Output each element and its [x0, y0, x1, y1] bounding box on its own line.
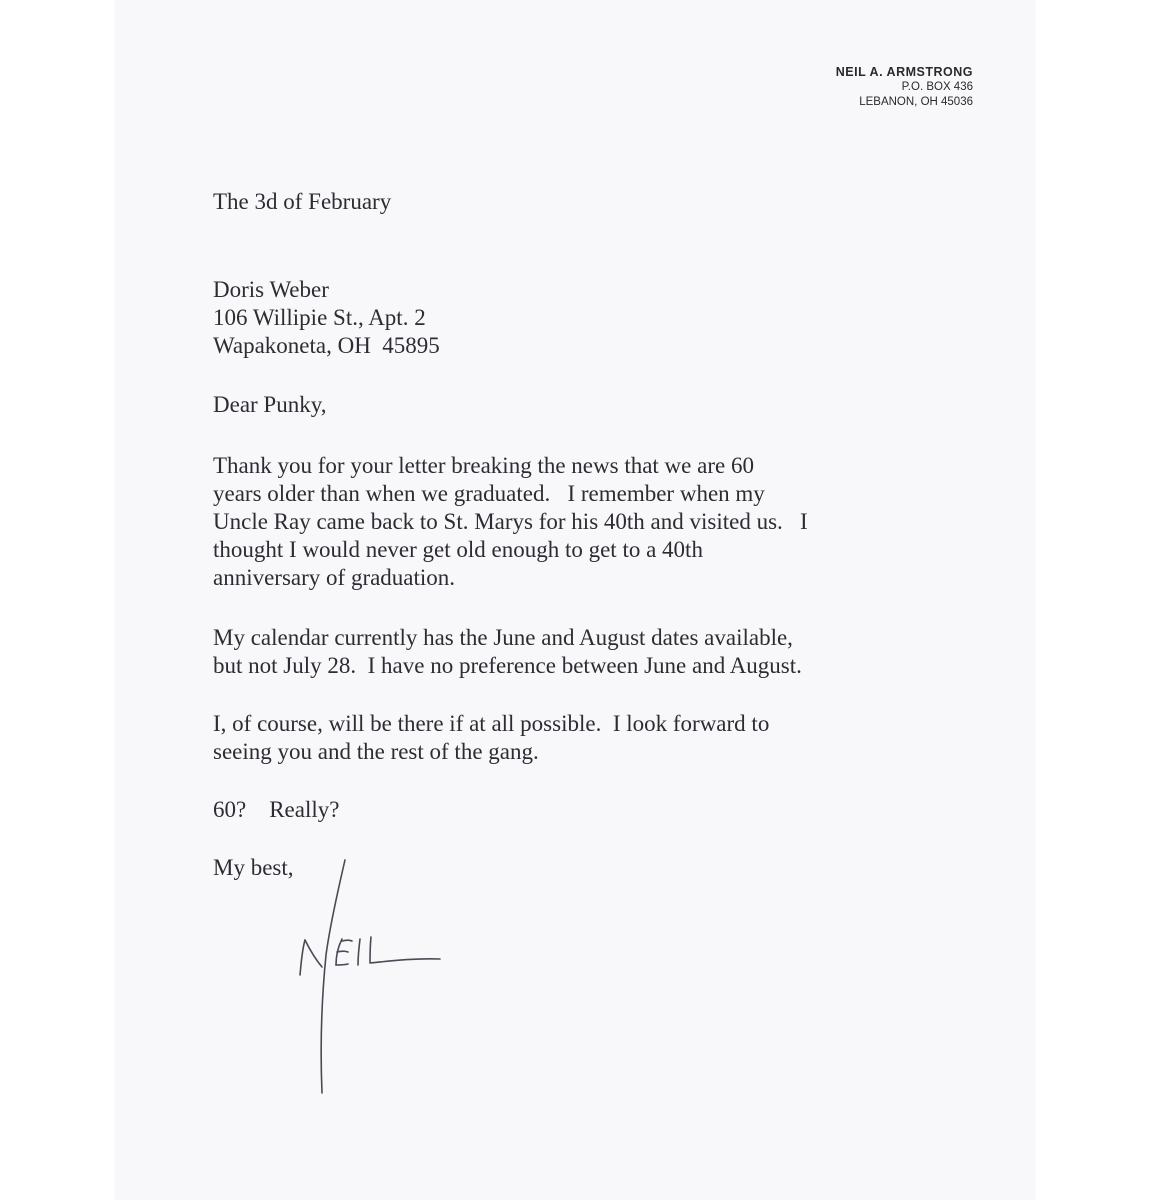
paragraph-line: thought I would never get old enough to get to a 40th — [213, 537, 703, 562]
letterhead — [836, 65, 973, 110]
paragraph-4 — [213, 796, 339, 824]
letter-date: The 3d of February — [213, 189, 392, 214]
recipient-address — [213, 276, 440, 360]
paragraph-line: My calendar currently has the June and August dates available, — [213, 625, 793, 650]
recipient-street: 106 Willipie St., Apt. 2 — [213, 305, 426, 330]
recipient-city: Wapakoneta, OH 45895 — [213, 333, 440, 358]
paragraph-2 — [213, 624, 953, 680]
recipient-name: Doris Weber — [213, 277, 329, 302]
greeting: Dear Punky, — [213, 392, 327, 417]
paragraph-line: Thank you for your letter breaking the news that we are 60 — [213, 453, 754, 478]
paragraph-line: anniversary of graduation. — [213, 565, 456, 590]
paragraph-line: seeing you and the rest of the gang. — [213, 739, 539, 764]
paragraph-line: but not July 28. I have no preference between June and August. — [213, 653, 802, 678]
paragraph-line: years older than when we graduated. I remember when my — [213, 481, 765, 506]
paragraph-line: Uncle Ray came back to St. Marys for his 40th and visited us. I — [213, 509, 808, 534]
paragraph-1 — [213, 452, 953, 592]
paragraph-line: 60? Really? — [213, 797, 340, 822]
letterhead-name: NEIL A. ARMSTRONG — [835, 65, 973, 79]
paragraph-line: I, of course, will be there if at all possible. I look forward to — [213, 711, 770, 736]
closing: My best, — [213, 855, 294, 880]
signature-icon — [280, 855, 460, 1095]
paragraph-3 — [213, 710, 953, 766]
letterhead-po-box: P.O. BOX 436 — [901, 81, 973, 93]
letter-page — [115, 0, 1035, 1200]
letterhead-city: LEBANON, OH 45036 — [859, 96, 973, 108]
